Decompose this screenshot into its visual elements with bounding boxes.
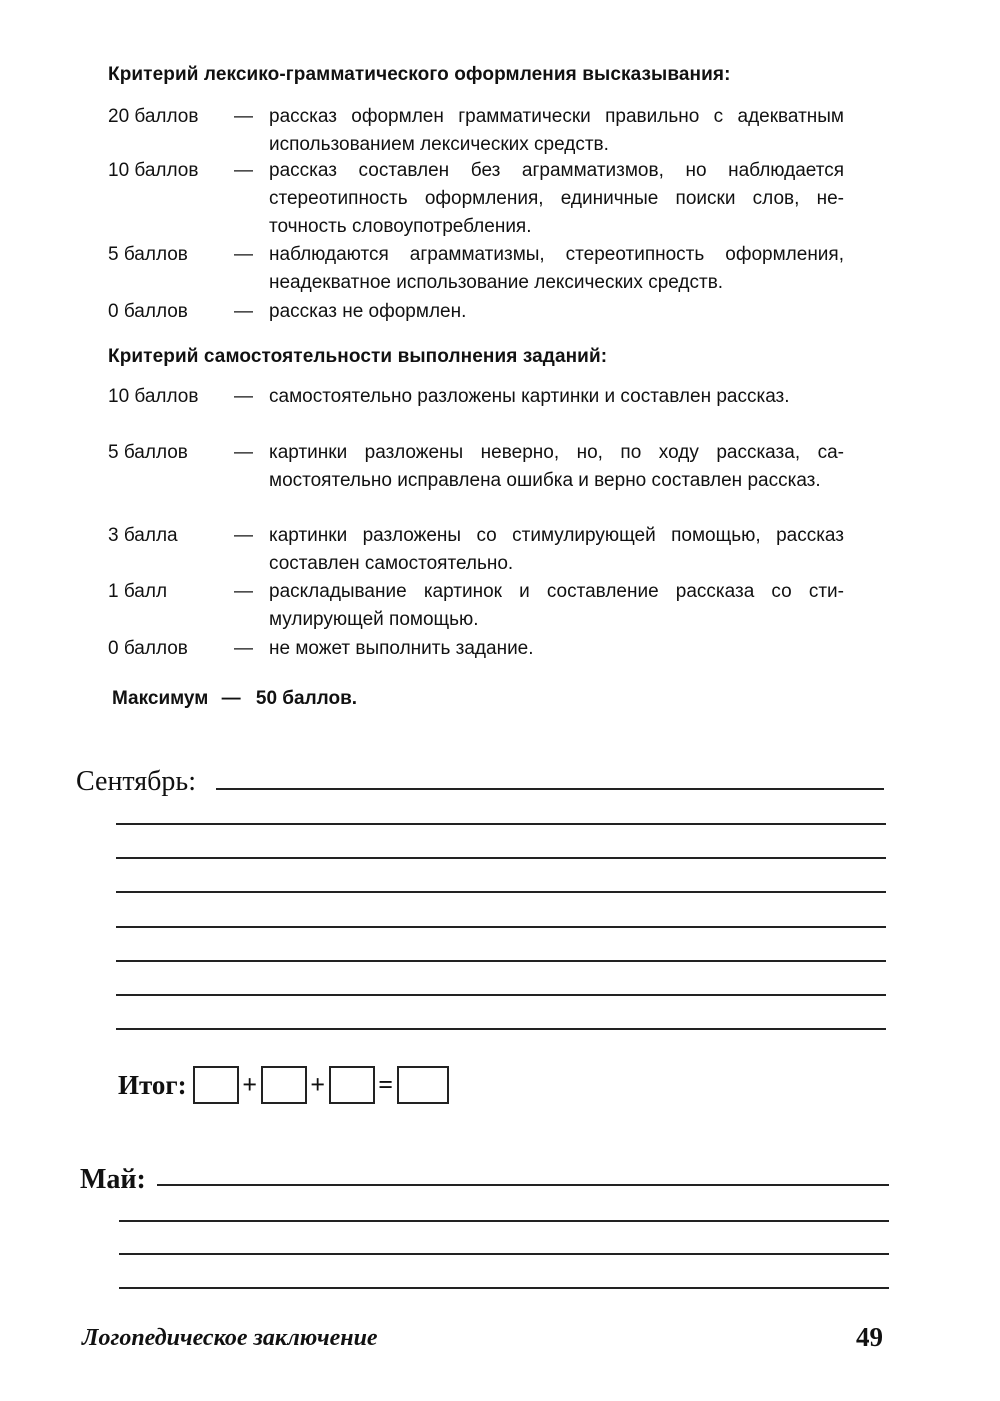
dash: —: [234, 386, 253, 407]
dash: —: [234, 106, 253, 127]
dash: —: [234, 638, 253, 659]
dash: —: [234, 581, 253, 602]
criterion-lexical-title: Критерий лексико-грамматического оформления высказывания:: [108, 64, 731, 85]
score-description: картинки разложены неверно, но, по ходу рассказа, самостоятельно исправлена ошибка и верно составлен рассказ.: [269, 442, 844, 491]
plus-sign: +: [242, 1070, 258, 1099]
score-box-2[interactable]: [261, 1066, 307, 1104]
september-line[interactable]: [116, 960, 886, 962]
september-line[interactable]: [216, 788, 884, 790]
score-label: 10 баллов: [108, 386, 199, 407]
september-line[interactable]: [116, 823, 886, 825]
total-label: Итог:: [118, 1069, 187, 1100]
dash: —: [234, 301, 253, 322]
september-line[interactable]: [116, 891, 886, 893]
may-line[interactable]: [157, 1184, 889, 1186]
score-label: 1 балл: [108, 581, 168, 602]
total-box[interactable]: [397, 1066, 449, 1104]
dash: —: [234, 244, 253, 265]
criterion-lexical-item: [108, 157, 853, 237]
dash: —: [234, 442, 253, 463]
criterion-independence-title: Критерий самостоятельности выполнения заданий:: [108, 346, 608, 367]
dash: —: [221, 688, 241, 709]
september-label: Сентябрь:: [76, 766, 196, 797]
score-description: наблюдаются аграмматизмы, стереотипность оформления, неадекватное использование лексических средств.: [269, 244, 844, 293]
score-description: самостоятельно разложены картинки и составлен рассказ.: [269, 386, 790, 407]
score-description: раскладывание картинок и составление рассказа со стимулирующей помощью.: [269, 581, 844, 630]
plus-sign: +: [310, 1070, 326, 1099]
score-label: 5 баллов: [108, 244, 188, 265]
section-title: Логопедическое заключение: [82, 1325, 378, 1351]
may-label: Май:: [80, 1164, 146, 1195]
score-box-1[interactable]: [193, 1066, 239, 1104]
score-description: рассказ составлен без аграмматизмов, но наблюдается стереотипность оформления, единичные поиски слов, неточность словоупотребления.: [269, 160, 844, 237]
score-description: не может выполнить задание.: [269, 638, 534, 659]
score-label: 5 баллов: [108, 442, 188, 463]
may-line[interactable]: [119, 1253, 889, 1255]
may-line[interactable]: [119, 1220, 889, 1222]
criterion-independence-item: [108, 439, 853, 519]
score-description: рассказ оформлен грамматически правильно с адекватным использованием лексических средств.: [269, 106, 844, 155]
maximum-row: [112, 688, 357, 710]
score-description: картинки разложены со стимулирующей помощью, рассказ составлен самостоятельно.: [269, 525, 844, 574]
maximum-label: Максимум: [112, 688, 209, 709]
dash: —: [234, 160, 253, 181]
dash: —: [234, 525, 253, 546]
page-number: 49: [856, 1322, 883, 1352]
september-line[interactable]: [116, 926, 886, 928]
september-line[interactable]: [116, 1028, 886, 1030]
september-line[interactable]: [116, 994, 886, 996]
equals-sign: =: [378, 1070, 394, 1099]
may-line[interactable]: [119, 1287, 889, 1289]
score-label: 0 баллов: [108, 301, 188, 322]
score-description: рассказ не оформлен.: [269, 301, 467, 322]
score-label: 0 баллов: [108, 638, 188, 659]
score-label: 10 баллов: [108, 160, 199, 181]
score-box-3[interactable]: [329, 1066, 375, 1104]
score-label: 20 баллов: [108, 106, 199, 127]
maximum-value: 50 баллов.: [255, 688, 358, 709]
score-label: 3 балла: [108, 525, 178, 546]
total-row: [118, 1065, 449, 1105]
september-line[interactable]: [116, 857, 886, 859]
